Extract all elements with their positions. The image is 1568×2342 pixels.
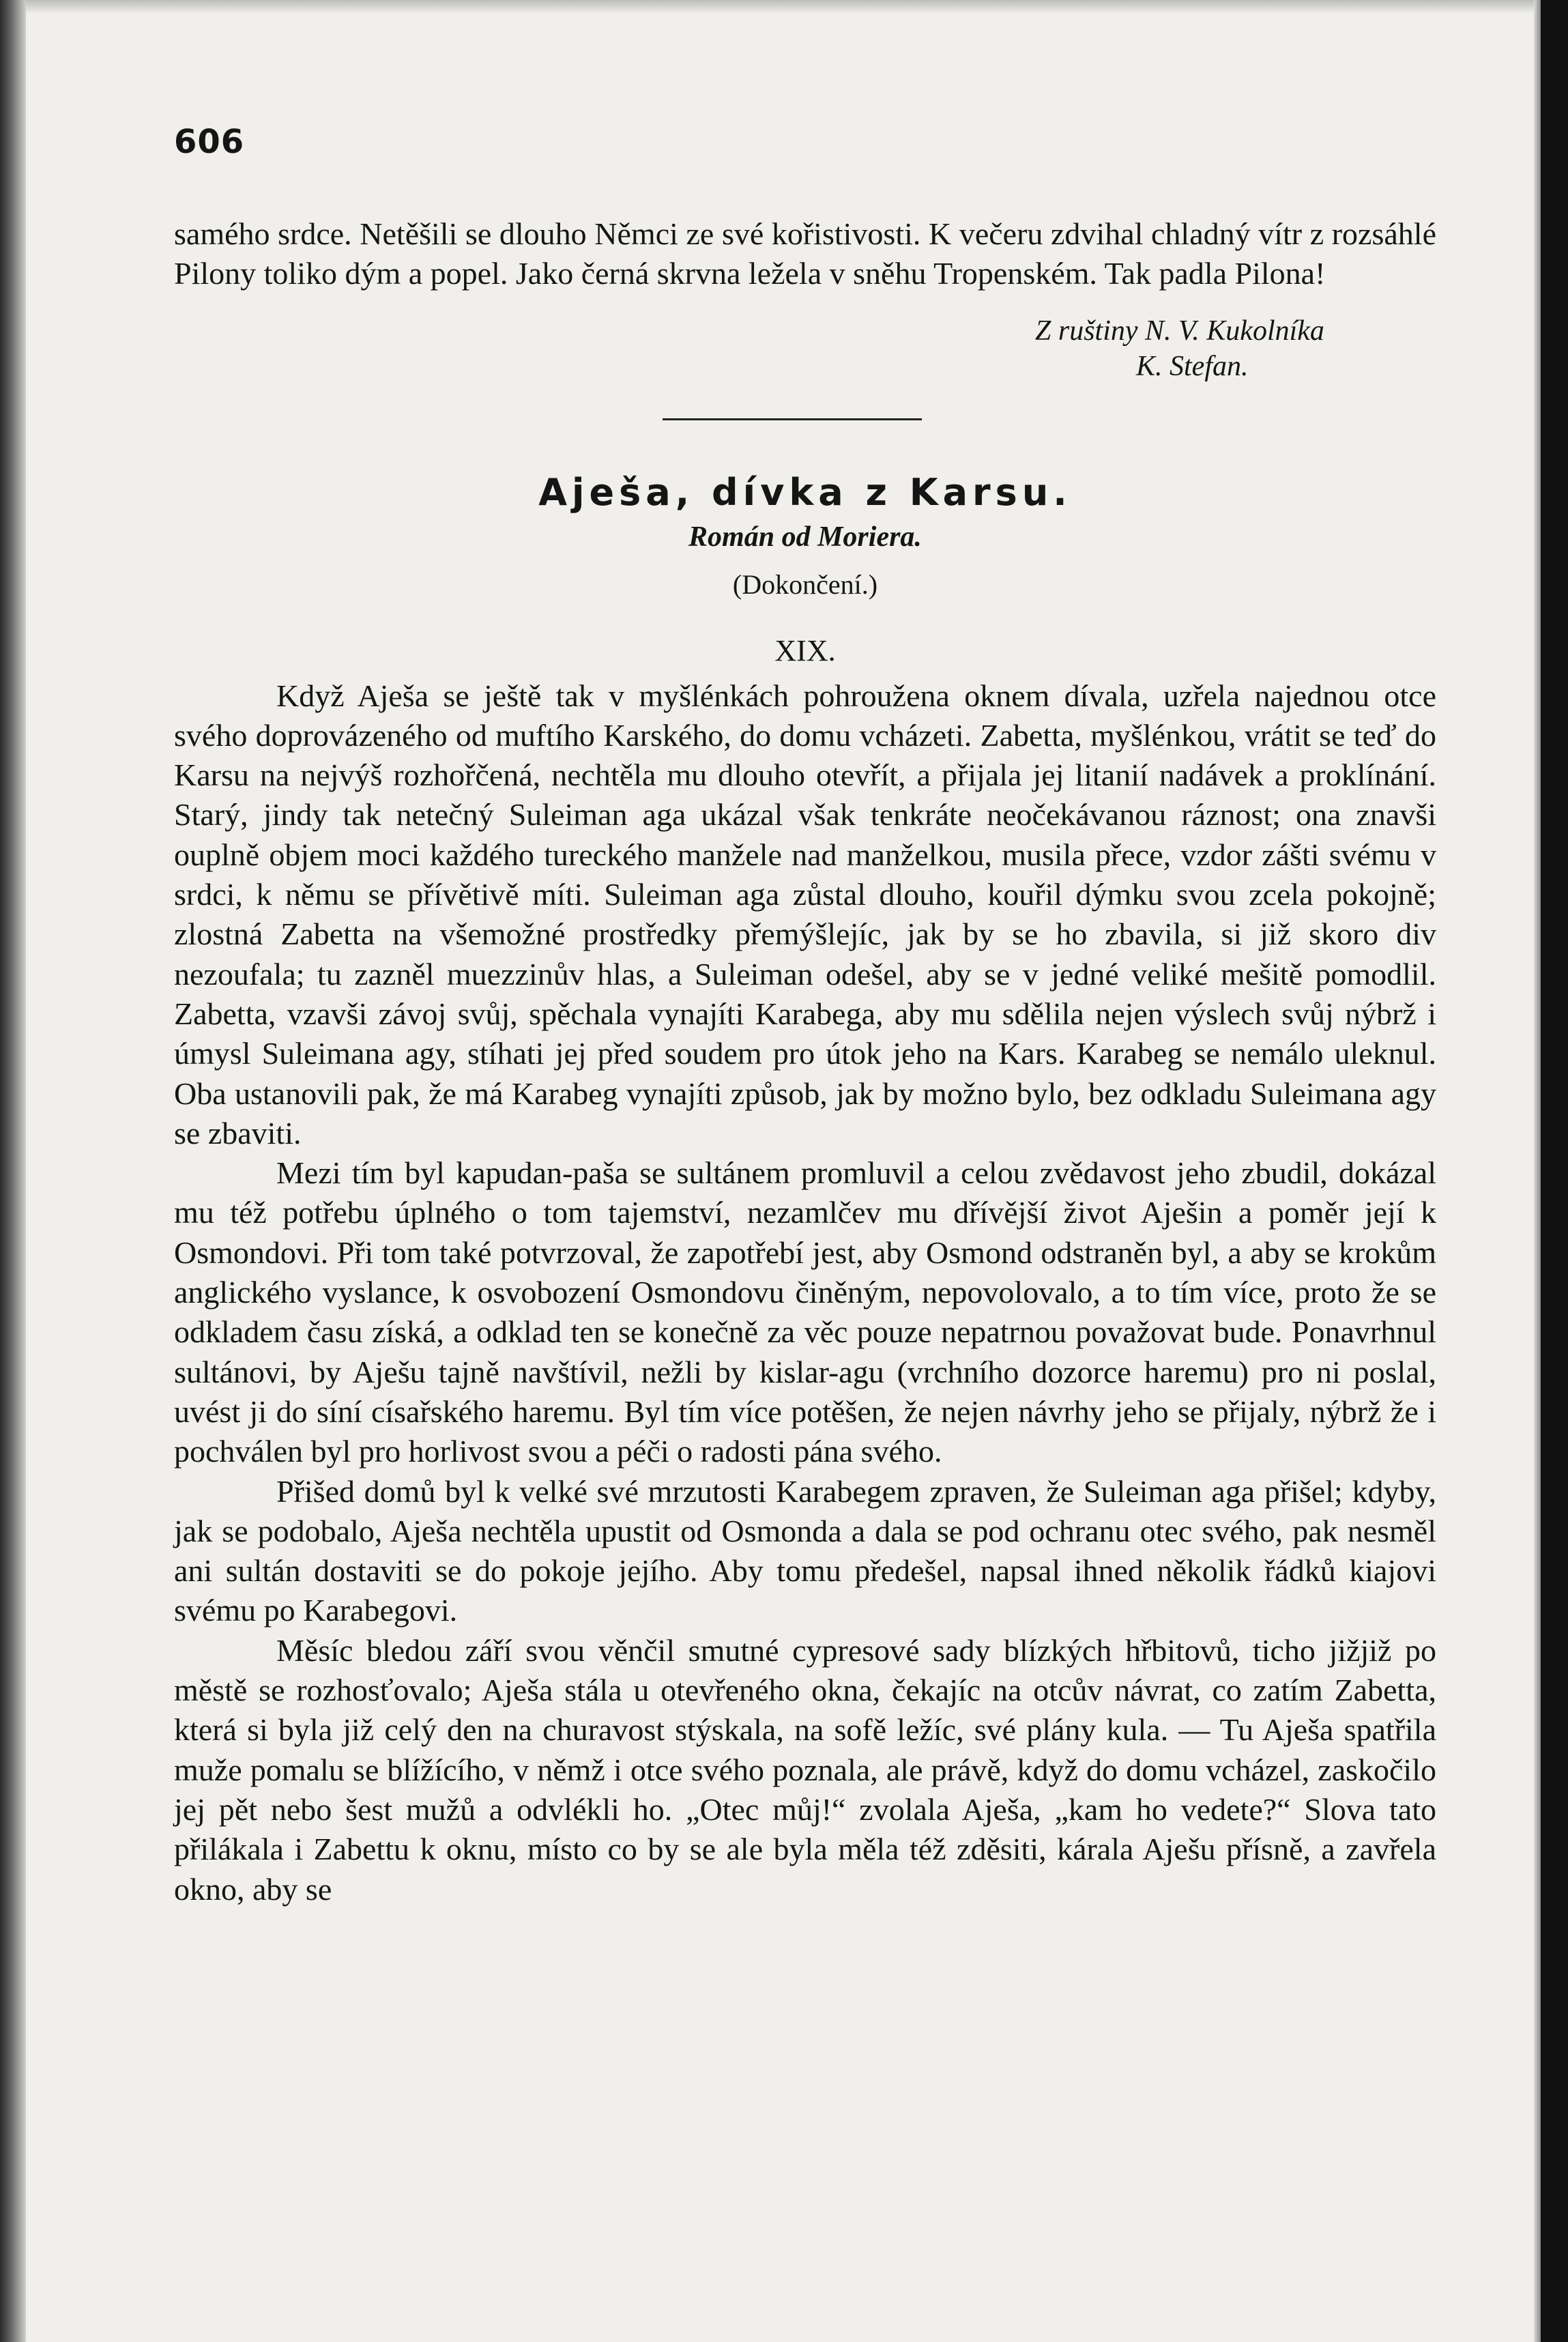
chapter-heading: XIX. — [774, 633, 836, 667]
page-number: 606 — [174, 123, 245, 161]
article-title: Aješa, dívka z Karsu. — [538, 470, 1072, 514]
attribution-translator: K. Stefan. — [1136, 350, 1249, 382]
previous-article-end — [174, 214, 1436, 294]
continuation-note: (Dokončení.) — [732, 568, 878, 600]
paragraph-3: Přišed domů byl k velké své mrzutosti Karabegem zpraven, že Suleiman aga přišel; kdyby, jak se podobalo, Aješa nechtěla upustit od Osmonda a dala se pod ochranu otec svého, pak nesměl ani sultán dostaviti se do pokoje jejího. Aby tomu předešel, napsal ihned několik řádků kiajovi svému po Karabegovi. — [174, 1473, 1436, 1628]
scan-binding-shadow — [0, 0, 26, 2342]
paragraph-2: Mezi tím byl kapudan-paša se sultánem promluvil a celou zvědavost jeho zbudil, dokázal mu též potřebu úplného o tom tajemství, nezamlčev mu dřívější život Aješin a poměr její k Osmondovi. Při tom také potvrzoval, že zapotřebí jest, aby Osmond odstraněn byl, a aby se krokům anglického vyslance, k osvobození Osmondovu činěným, nepovolovalo, a to tím více, proto že se odkladem času získá, a odklad ten se konečně za věc pouze nepatrnou považovat bude. Ponavrhnul sultánovi, by Aješu tajně navštívil, nežli by kislar-agu (vrchního dozorce haremu) pro ni poslal, uvést ji do síní císařského haremu. Byl tím více potěšen, že nejen návrhy jeho se přijaly, nýbrž že i pochválen byl pro horlivost svou a péči o radosti pána svého. — [174, 1155, 1436, 1469]
attribution-source: Z ruštiny N. V. Kukolníka — [1035, 315, 1324, 347]
chapter-body — [174, 676, 1436, 1909]
paragraph-1: Když Aješa se ještě tak v myšlénkách pohroužena oknem dívala, uzřela najednou otce svého doprovázeného od muftího Karského, do domu vcházeti. Zabetta, myšlénkou, vrátit se teď do Karsu na nejvýš rozhořčená, nechtěla mu dlouho otevřít, a přijala jej litanií nadávek a proklínání. Starý, jindy tak netečný Suleiman aga ukázal však tenkráte neočekávanou ráznost; ona znavši ouplně objem moci každého tureckého manžele nad manželkou, musila přece, vzdor zášti svému v srdci, k němu se přívětivě míti. Suleiman aga zůstal dlouho, kouřil dýmku svou zcela pokojně; zlostná Zabetta na všemožné prostředky přemýšlejíc, jak by se ho zbavila, si již skoro div nezoufala; tu zazněl muezzinův hlas, a Suleiman odešel, aby se v jedné veliké mešitě pomodlil. Zabetta, vzavši závoj svůj, spěchala vynajíti Karabega, aby mu sdělila nejen výslech svůj nýbrž i úmysl Suleimana agy, stíhati jej před soudem pro útok jeho na Kars. Karabeg se nemálo uleknul. Oba ustanovili pak, že má Karabeg vynajíti způsob, jak by možno bylo, bez odkladu Suleimana agy se zbaviti. — [174, 678, 1436, 1151]
opening-paragraph: samého srdce. Netěšili se dlouho Němci ze své kořistivosti. K večeru zdvihal chladný vítr z rozsáhlé Pilony toliko dým a popel. Jako černá skrvna ležela v sněhu Tropenském. Tak padla Pilona! — [174, 216, 1436, 291]
translation-attribution — [174, 313, 1436, 384]
article-subtitle: Román od Moriera. — [688, 521, 922, 553]
paragraph-4: Měsíc bledou září svou věnčil smutné cypresové sady blízkých hřbitovů, ticho jižjiž po městě se rozhosťovalo; Aješa stála u otevřeného okna, čekajíc na otcův návrat, co zatím Zabetta, která si byla již celý den na churavost stýskala, na sofě ležíc, své plány kula. — Tu Aješa spatřila muže pomalu se blížícího, v němž i otce svého poznala, ale právě, když do domu vcházel, zaskočilo jej pět nebo šest mužů a odvlékli ho. „Otec můj!“ zvolala Aješa, „kam ho vedete?“ Slova tato přilákala i Zabettu k oknu, místo co by se ale byla měla též zděsiti, kárala Aješu přísně, a zavřela okno, aby se — [174, 1632, 1436, 1907]
scan-page-edge — [1534, 0, 1541, 2342]
scan-top-shadow — [0, 0, 1568, 14]
section-divider — [663, 418, 922, 420]
scan-right-border — [1541, 0, 1568, 2342]
book-page — [174, 123, 1436, 1909]
